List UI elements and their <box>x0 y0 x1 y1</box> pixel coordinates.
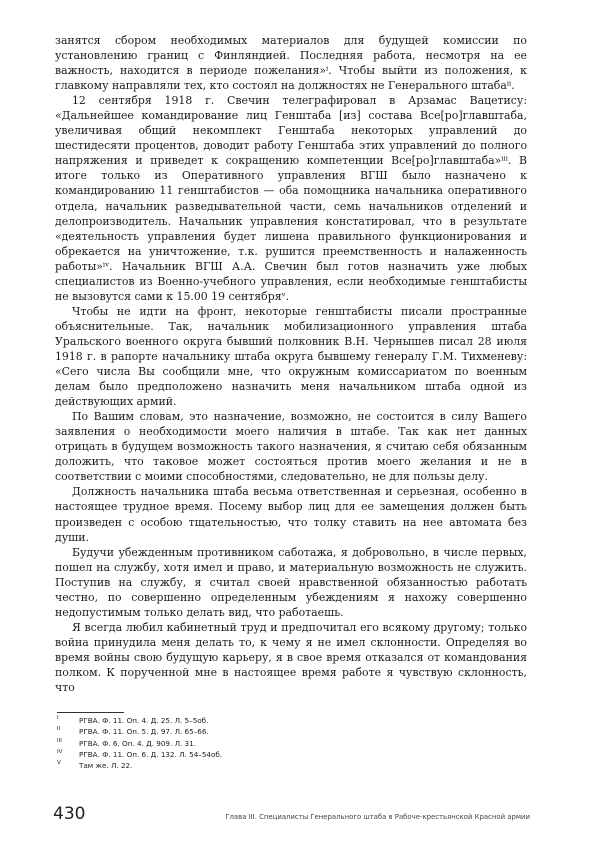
footnote-mark: II <box>57 726 61 733</box>
paragraph-6: Будучи убежденным противником саботажа, я добровольно, в числе первых, пошел на службу, хотя имел и право, и материальную возможность не служить. Поступив на службу, я считал своей нравственной обязанностью работать честно, по совершенно определенным убеждениям я нахожу совершенно недопустимым только делать вид, что работаешь. <box>55 545 527 619</box>
paragraph-7: Я всегда любил кабинетный труд и предпочитал его всякому другому; только война принудила меня делать то, к чему я не имел склонности. Определяя во время войны свою будущую карьеру, я в свое время отказался от командования полком. К порученной мне в настоящее время работе я чувствую склонность, что <box>55 620 527 695</box>
footnote-mark: V <box>57 760 61 767</box>
footnote <box>57 738 417 749</box>
paragraph-3: Чтобы не идти на фронт, некоторые генштабисты писали пространные объяснительные. Так, начальник мобилизационного управления штаба Уральского военного округа бывший полковник В.Н. Чернышев писал 28 июля 1918 г. в рапорте начальнику штаба округа бывшему генералу Г.М. Тихменеву: «Сего числа Вы сообщили мне, что окружным комиссариатом по военным делам было предположено назначить меня начальником штаба одной из действующих армий. <box>55 304 527 409</box>
footnote-text: РГВА. Ф. 11. Оп. 6. Д. 132. Л. 54–54об. <box>79 749 223 759</box>
footnote <box>57 726 417 737</box>
paragraph-4: По Вашим словам, это назначение, возможно, не состоится в силу Вашего заявления о необходимости моего наличия в штабе. Так как нет данных отрицать в будущем возможность такого назначения, я считаю себя обязанным доложить, что таковое может состояться против моего желания и не в соответствии с моими способностями, следовательно, не для пользы делу. <box>55 410 527 484</box>
footnote-text: РГВА. Ф. 11. Оп. 4. Д. 25. Л. 5–5об. <box>79 716 209 725</box>
footnote-mark: IV <box>57 748 63 755</box>
page-number: 430 <box>53 804 86 824</box>
footnote-text: РГВА. Ф. 6. Оп. 4. Д. 909. Л. 31. <box>79 738 196 748</box>
footnote-text: Там же. Л. 22. <box>79 761 133 771</box>
paragraph-2: 12 сентября 1918 г. Свечин телеграфировал в Арзамас Вацетису: «Дальнейшее командирование лиц Генштаба [из] состава Все[ро]главштаба, увеличивая общий некомплект Генштаба некоторых управлений до шестидесяти процентов, доводит работу Генштаба этих управлений до полного напряжения и приведет к сокращению компетенции Все[ро]главштаба»ⁱⁱⁱ. В итоге только из Оперативного управления ВГШ было назначено к командированию 11 генштабистов — оба помощника начальника оперативного отдела, начальник разведывательной части, семь начальников отделений и делопроизводитель. Начальник управления констатировал, что в результате «деятельность управления будет лишена правильного функционирования и обрекается на уничтожение, т.к. рушится преемственность и налаженность работы»ⁱᵛ. Начальник ВГШ А.А. Свечин был готов назначить уже любых специалистов из Военно-учебного управления, если необходимые генштабисты не вызовутся сами к 15.00 19 сентябряᵛ. <box>55 94 527 303</box>
footnote <box>57 749 417 760</box>
paragraph-1: занятся сбором необходимых материалов для будущей комиссии по установлению границ с Финляндией. Последняя работа, несмотря на ее важность, находится в периоде пожелания»ⁱ. Чтобы выйти из положения, к главкому направляли тех, кто состоял на должностях не Генерального штабаⁱⁱ. <box>55 34 527 93</box>
footnote-mark: I <box>57 715 59 721</box>
footnotes <box>57 715 417 771</box>
running-title: Глава III. Специалисты Генерального штаба в Рабоче-крестьянской Красной армии <box>225 813 530 821</box>
footnote <box>57 760 417 771</box>
footnote-mark: III <box>57 737 62 744</box>
main-text <box>55 33 527 695</box>
footnote-divider <box>57 712 124 713</box>
footnote-text: РГВА. Ф. 11. Оп. 5. Д. 97. Л. 65–66. <box>79 727 209 737</box>
footnote <box>57 715 417 726</box>
paragraph-5: Должность начальника штаба весьма ответственная и серьезная, особенно в настоящее трудное время. Посему выбор лиц для ее замещения должен быть произведен с особою тщательностью, что толку ставить на нее автомата без души. <box>55 485 527 544</box>
